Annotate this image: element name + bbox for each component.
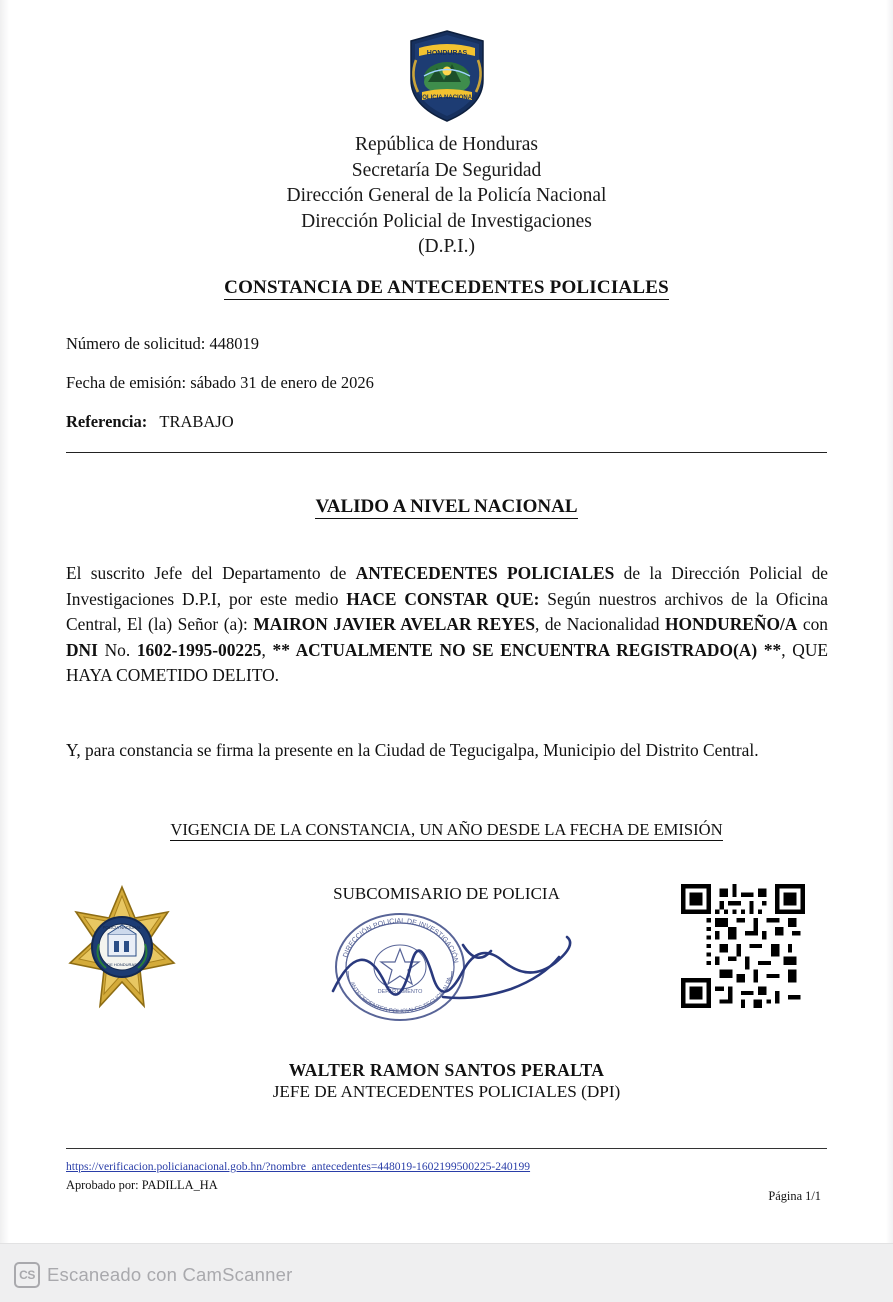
header-line-1: República de Honduras — [354, 134, 539, 155]
stmt-b3-person-name: MAIRON JAVIER AVELAR REYES — [253, 614, 535, 635]
camscanner-icon: CS — [14, 1262, 40, 1288]
main-statement-paragraph — [66, 561, 828, 689]
page-indicator: Página 1/1 — [768, 1189, 821, 1203]
stmt-t6: No. — [97, 639, 137, 660]
closing-paragraph: Y, para constancia se firma la presente en la Ciudad de Tegucigalpa, Municipio del Distrito Central. — [66, 740, 759, 760]
stmt-t2: de la Dirección Policial de Investigaciones D.P.I, por este medio — [66, 563, 829, 609]
validity-period-text: VIGENCIA DE LA CONSTANCIA, UN AÑO DESDE LA FECHA DE EMISIÓN — [170, 820, 723, 839]
svg-text:HONDURAS: HONDURAS — [426, 50, 467, 57]
stmt-t8: , QUE HAYA COMETIDO DELITO. — [66, 639, 829, 686]
stmt-b7-status: ** ACTUALMENTE NO SE ENCUENTRA REGISTRADO(A) ** — [272, 639, 782, 660]
header-line-2: Secretaría De Seguridad — [351, 159, 542, 181]
header-line-4: Dirección Policial de Investigaciones — [301, 210, 592, 232]
honduras-police-crest-icon — [408, 30, 486, 122]
document-title-text: CONSTANCIA DE ANTECEDENTES POLICIALES — [224, 277, 669, 298]
validity-period-note — [0, 820, 893, 840]
national-validity-text: VALIDO A NIVEL NACIONAL — [315, 496, 578, 517]
document-title — [0, 277, 893, 299]
signer-name: WALTER RAMON SANTOS PERALTA — [288, 1060, 605, 1080]
issue-date-value: sábado 31 de enero de 2026 — [190, 373, 374, 392]
stmt-b6-dni-number: 1602-1995-00225 — [136, 639, 262, 660]
stmt-b2: HACE CONSTAR QUE: — [346, 588, 540, 609]
camscanner-band — [0, 1243, 893, 1302]
svg-text:POLICIA NACIONAL: POLICIA NACIONAL — [417, 95, 476, 101]
header-line-5: (D.P.I.) — [418, 236, 475, 257]
institution-header — [0, 132, 893, 260]
stmt-t1: El suscrito Jefe del Departamento de — [66, 563, 356, 583]
request-number-label: Número de solicitud: — [66, 334, 206, 353]
divider-footer — [66, 1148, 827, 1149]
crest-container — [0, 30, 893, 122]
signer-rank: SUBCOMISARIO DE POLICIA — [333, 884, 560, 903]
request-number-line — [66, 333, 259, 354]
police-star-badge-icon — [62, 884, 182, 1020]
official-stamp-and-signature — [315, 905, 595, 1030]
signer-role: JEFE DE ANTECEDENTES POLICIALES (DPI) — [272, 1082, 621, 1101]
reference-value: TRABAJO — [159, 412, 234, 431]
stmt-t4: , de Nacionalidad — [535, 614, 665, 635]
stmt-t5: con — [797, 614, 828, 635]
camscanner-watermark — [14, 1262, 292, 1288]
request-number-value: 448019 — [209, 334, 259, 353]
approved-by-text: Aprobado por: PADILLA_HA — [66, 1178, 218, 1192]
verification-url-link[interactable]: https://verificacion.policianacional.gob.hn/?nombre_antecedentes=448019-1602199500225-240199 — [66, 1160, 531, 1173]
svg-text:ANTECEDENTES POLICIALES TEGUCI: ANTECEDENTES POLICIALES TEGUCIGALPA — [348, 976, 454, 1016]
svg-text:DE HONDURAS: DE HONDURAS — [107, 962, 137, 967]
stmt-b1: ANTECEDENTES POLICIALES — [355, 563, 615, 583]
reference-label: Referencia: — [66, 412, 148, 431]
svg-text:DIRECCIÓN POLICIAL DE INVESTIG: DIRECCIÓN POLICIAL DE INVESTIGACIÓN — [342, 917, 459, 964]
camscanner-text: Escaneado con CamScanner — [47, 1264, 293, 1285]
divider-top — [66, 452, 827, 453]
reference-line — [66, 411, 234, 432]
issue-date-line — [66, 372, 374, 393]
issue-date-label: Fecha de emisión: — [66, 373, 187, 392]
svg-text:DEPARTAMENTO: DEPARTAMENTO — [377, 989, 423, 995]
stmt-b4-nationality: HONDUREÑO/A — [665, 614, 798, 635]
stmt-t7: , — [261, 639, 273, 660]
stmt-b5-dni-label: DNI — [66, 639, 98, 660]
national-validity-heading — [0, 496, 893, 518]
stmt-t3: Según nuestros archivos de la Oficina Central, El (la) Señor (a): — [66, 588, 828, 635]
header-line-3: Dirección General de la Policía Nacional — [286, 185, 607, 206]
svg-text:POLICIA NACIONAL: POLICIA NACIONAL — [102, 925, 142, 930]
verification-qr-code — [681, 884, 805, 1008]
